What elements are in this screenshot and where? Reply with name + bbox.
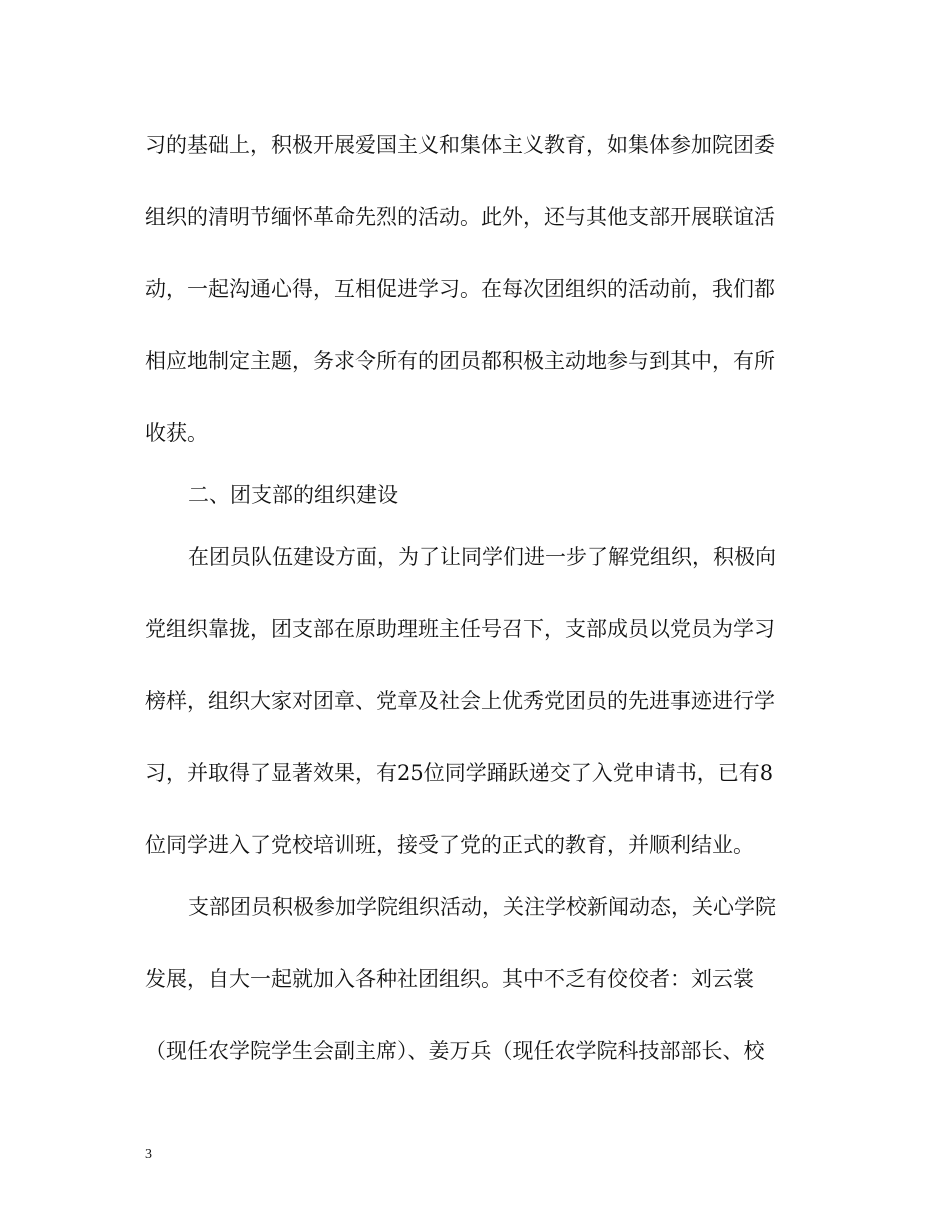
body-line: 组织的清明节缅怀革命先烈的活动。此外，还与其他支部开展联谊活 (145, 205, 775, 229)
body-line: 动，一起沟通心得，互相促进学习。在每次团组织的活动前，我们都 (145, 277, 775, 301)
body-line: 习，并取得了显著效果，有25位同学踊跃递交了入党申请书，已有8 (145, 761, 774, 785)
body-line: 习的基础上，积极开展爱国主义和集体主义教育，如集体参加院团委 (145, 133, 775, 157)
body-line: 发展，自大一起就加入各种社团组织。其中不乏有佼佼者：刘云裳 (145, 967, 754, 991)
page-number: 3 (145, 1147, 152, 1162)
body-line: 位同学进入了党校培训班，接受了党的正式的教育，并顺利结业。 (145, 833, 754, 857)
body-line: 相应地制定主题，务求令所有的团员都积极主动地参与到其中，有所 (145, 349, 775, 373)
paragraph-first-line: 在团员队伍建设方面，为了让同学们进一步了解党组织，积极向 (188, 545, 776, 569)
body-line: 收获。 (145, 421, 208, 445)
section-heading: 二、团支部的组织建设 (188, 483, 398, 507)
body-line: （现任农学院学生会副主席）、姜万兵（现任农学院科技部部长、校 (145, 1039, 765, 1063)
paragraph-first-line: 支部团员积极参加学院组织活动，关注学校新闻动态，关心学院 (188, 895, 776, 919)
body-line: 榜样，组织大家对团章、党章及社会上优秀党团员的先进事迹进行学 (145, 689, 775, 713)
body-line: 党组织靠拢，团支部在原助理班主任号召下，支部成员以党员为学习 (145, 617, 775, 641)
